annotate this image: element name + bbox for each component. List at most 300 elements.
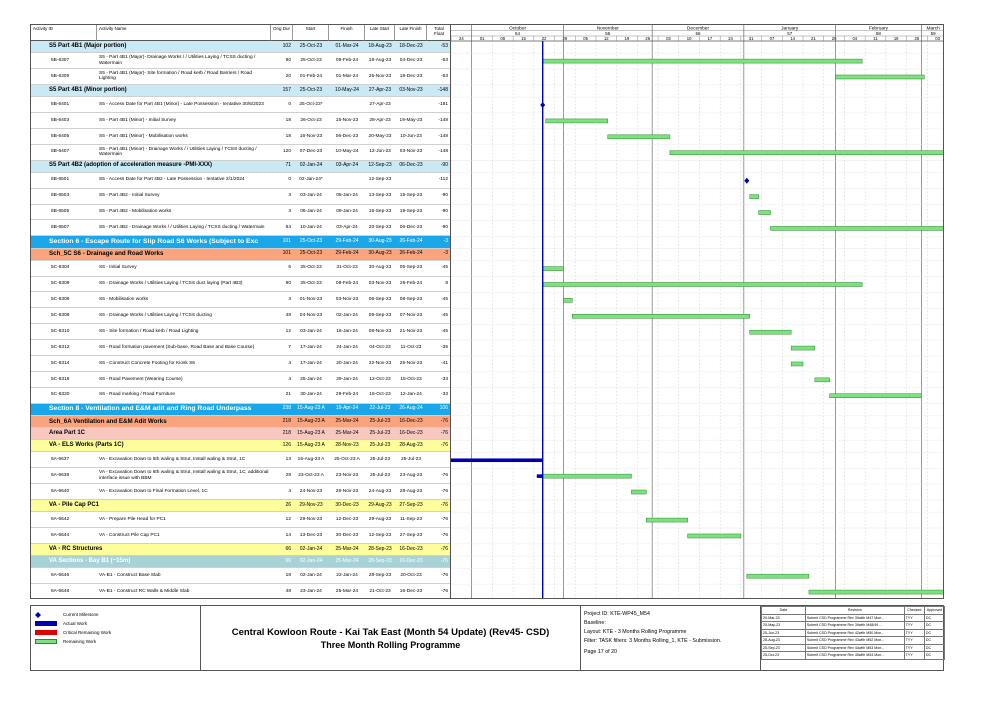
activity-row[interactable] — [31, 277, 451, 293]
activity-row[interactable] — [31, 129, 451, 145]
activity-name-cell: S5 - Part 4B2 - Drainage Works / / Utilities Laying / TCSS ducting / Watermain — [99, 225, 265, 231]
orig-dur-cell: 0 — [288, 101, 291, 107]
start-date-cell: 25-Oct-23 — [299, 86, 323, 93]
activity-name-cell: S5 - Part 4B1 (Minor) - Mobilisation works — [99, 133, 188, 139]
remaining-work-bar — [750, 330, 791, 334]
finish-date-cell: 12-Dec-23 — [335, 516, 359, 522]
late-finish-cell: 26-Feb-24 — [399, 281, 423, 287]
activity-name-cell: VA - Excavation Down to Final Formation Level, 1C — [99, 488, 208, 494]
start-date-cell: 13-Dec-23 — [299, 532, 323, 538]
activity-id-cell: 5B-6503 — [51, 193, 70, 199]
revision-cell: DC — [924, 637, 944, 645]
late-start-cell: 25-Jul-23 — [369, 429, 391, 436]
finish-date-cell: 10-May-24 — [335, 149, 359, 155]
activity-id-cell: 6A-6644 — [51, 532, 70, 538]
late-start-cell: 27-Apr-23 — [368, 86, 392, 93]
late-start-cell: 03-Nov-23 — [368, 281, 392, 287]
activity-name-cell: S5 - Access Date for Part 4B2 - Late Possession - tentative 2/1/2024 — [99, 177, 245, 183]
start-date-cell: 25-Oct-23 — [299, 42, 323, 49]
project-info — [581, 606, 761, 670]
project-baseline: Baseline: — [584, 620, 606, 626]
finish-date-cell: 10-May-24 — [335, 86, 359, 93]
finish-date-cell: 03-Apr-24 — [335, 162, 359, 169]
start-date-cell: 15-Aug-23 A — [297, 405, 325, 412]
col-header-orig-dur[interactable]: Orig Dur — [271, 25, 293, 41]
week-number-label: 59 — [930, 31, 936, 36]
orig-dur-cell: 18 — [285, 572, 291, 578]
late-start-cell: 08-Nov-23 — [368, 328, 392, 334]
late-finish-cell: 16-Dec-23 — [399, 557, 423, 564]
week-number-label: 54 — [515, 31, 521, 36]
week-day-label: 22 — [541, 36, 547, 41]
activity-id-cell: 6A-6648 — [51, 588, 70, 594]
wbs-group-row[interactable] — [31, 440, 451, 452]
week-day-label: 01 — [479, 36, 485, 41]
orig-dur-cell: 20 — [285, 73, 291, 79]
start-date-cell: 02-Jan-24 — [299, 545, 323, 552]
start-date-cell: 06-Jan-24 — [300, 209, 322, 215]
week-day-label: 10 — [686, 36, 692, 41]
total-float-cell: -148 — [438, 149, 448, 155]
month-label: December — [686, 26, 710, 32]
orig-dur-cell: 238 — [282, 405, 291, 412]
late-start-cell: 12-Jun-23 — [369, 149, 391, 155]
activity-id-cell: 5B-6507 — [51, 225, 70, 231]
remaining-work-bar — [670, 151, 944, 155]
activity-name-cell: S6 - Drainage Works / Utilities Laying / TCSS duct laying (Part 4B3) — [99, 281, 243, 287]
activity-id-cell: 5C-6306 — [51, 297, 70, 303]
total-float-cell: -76 — [440, 557, 448, 564]
start-date-cell: 01-Feb-24 — [299, 73, 323, 79]
rev-header-checked: Checked — [904, 607, 924, 615]
wbs-group-row[interactable] — [31, 544, 451, 556]
activity-row[interactable] — [31, 292, 451, 308]
late-finish-cell: 21-Nov-23 — [399, 328, 423, 334]
revision-table — [761, 606, 945, 670]
late-finish-cell: 28-Aug-23 — [399, 441, 423, 448]
total-float-cell: -35 — [441, 344, 448, 350]
total-float-cell: -45 — [441, 265, 448, 271]
start-date-cell: 25-Oct-23 — [300, 281, 322, 287]
late-finish-cell: 06-Dec-23 — [399, 162, 423, 169]
activity-row[interactable] — [31, 568, 451, 584]
late-start-cell: 30-Aug-23 — [368, 265, 392, 271]
late-start-cell: 22-Nov-23 — [368, 360, 392, 366]
finish-date-cell: 29-Feb-24 — [335, 238, 359, 245]
late-finish-cell: 05-Sep-23 — [399, 265, 423, 271]
late-start-cell: 20-Sep-23 — [368, 225, 392, 231]
total-float-cell: -90 — [441, 209, 448, 215]
activity-id-cell: 6A-6637 — [51, 456, 70, 462]
finish-date-cell: 25-Mar-24 — [335, 557, 359, 564]
rev-header-date: Date — [762, 607, 806, 615]
revision-cell: Submit CSD Programme Rev 39with M48/49 ... — [805, 622, 904, 630]
activity-row[interactable] — [31, 340, 451, 356]
revision-row — [762, 637, 945, 645]
activity-row[interactable] — [31, 528, 451, 544]
start-date-cell: 01-Nov-23 — [299, 297, 323, 303]
wbs-group-row[interactable] — [31, 428, 451, 440]
wbs-group-row[interactable] — [31, 236, 451, 248]
activity-row[interactable] — [31, 173, 451, 189]
actual-swatch-icon — [35, 621, 57, 626]
remaining-work-bar — [563, 298, 572, 302]
activity-row[interactable] — [31, 69, 451, 85]
late-finish-cell: 19-Sep-23 — [399, 209, 423, 215]
remaining-work-bar — [631, 490, 646, 494]
activity-id-cell: 6A-6642 — [51, 516, 70, 522]
week-day-label: 12 — [603, 36, 609, 41]
start-date-cell: 15-Aug-23 A — [297, 417, 325, 424]
activity-name-cell: S5 - Part 4B1 (Major)- Drainage Works / / Utilities Laying / TCSS ducting / Watermain — [99, 55, 256, 66]
start-date-cell: 23-Oct-23 A — [298, 472, 324, 478]
page-number: Page 17 of 20 — [584, 649, 617, 655]
late-start-cell: 12-Oct-23 — [369, 376, 391, 382]
activity-row[interactable] — [31, 145, 451, 161]
revision-cell: TYY — [904, 629, 924, 637]
activity-id-cell: 5B-6405 — [51, 133, 70, 139]
wbs-group-row[interactable] — [31, 249, 451, 261]
start-date-cell: 03-Jan-24 — [300, 328, 322, 334]
finish-date-cell: 16-Jan-24 — [336, 328, 358, 334]
orig-dur-cell: 157 — [282, 86, 291, 93]
orig-dur-cell: 4 — [288, 360, 291, 366]
late-start-cell: 12-Sep-23 — [368, 162, 392, 169]
late-finish-cell — [395, 97, 427, 112]
revision-cell: Submit CSD Programme Rev 43with M52 Mon... — [805, 637, 904, 645]
col-header-activity-name[interactable]: Activity Name — [97, 25, 271, 41]
total-float-cell: -181 — [438, 101, 448, 107]
finish-date-cell: 06-Dec-23 — [335, 133, 359, 139]
activity-table — [31, 25, 451, 599]
late-start-cell: 06-Sep-23 — [368, 297, 392, 303]
activity-name-cell: VA-B1 - Construct Base Slab — [99, 572, 161, 578]
wbs-group-row[interactable] — [31, 161, 451, 173]
late-finish-cell: 26-Feb-24 — [399, 238, 423, 245]
wbs-group-row[interactable] — [31, 41, 451, 53]
revision-cell: DC — [924, 644, 944, 652]
finish-date-cell: 30-Dec-23 — [335, 501, 359, 508]
gantt-chart — [451, 25, 944, 599]
late-finish-cell: 11-Oct-23 — [400, 344, 422, 350]
gantt-svg — [451, 25, 944, 599]
start-date-cell: 26-Oct-23 — [300, 117, 322, 123]
activity-name-cell: S5 - Access Date for Part 4B1 (Minor) - Late Possession - tentative 30/6/2023 — [99, 101, 264, 107]
start-date-cell: 25-Oct-23* — [299, 101, 323, 107]
start-date-cell: 03-Jan-24 — [300, 193, 322, 199]
legend-item-critical — [35, 628, 196, 637]
start-date-cell: 25-Oct-23 — [300, 57, 322, 63]
total-float-cell: -76 — [441, 588, 448, 594]
finish-date-cell: 15-Nov-23 — [335, 117, 359, 123]
revision-cell: Submit CSD Programme Rev 42with M50 Mon... — [805, 629, 904, 637]
activity-name-cell: Area Part 1C — [49, 429, 86, 436]
week-day-label: 24 — [459, 36, 464, 41]
total-float-cell: 8 — [445, 281, 448, 287]
week-day-label: 26 — [645, 36, 651, 41]
project-filter: Filter: TASK filters: 3 Months Rolling_1, KTE - Submission. — [584, 638, 722, 644]
late-start-cell: 18-Aug-23 — [368, 57, 392, 63]
start-date-cell: 25-Oct-23 — [300, 265, 322, 271]
legend-item-milestone — [35, 610, 196, 619]
activity-id-cell: 5B-6309 — [51, 73, 70, 79]
remaining-work-bar — [546, 119, 608, 123]
revision-cell: 20-Mar-23 — [762, 614, 806, 622]
activity-row[interactable] — [31, 97, 451, 113]
late-start-cell: 28-Apr-23 — [369, 117, 391, 123]
activity-row[interactable] — [31, 484, 451, 500]
activity-id-cell: 5C-6310 — [51, 328, 70, 334]
week-day-label: 11 — [873, 36, 878, 41]
week-day-label: 15 — [521, 36, 526, 41]
col-header-late-finish[interactable]: Late Finish — [395, 25, 427, 41]
late-finish-cell: 26-Feb-24 — [399, 250, 423, 257]
activity-name-cell: VA - Excavation Down to 5th waling & Strut, Install waling & Strut, 1C — [99, 456, 246, 462]
late-start-cell: 24-Aug-23 — [368, 488, 392, 494]
activity-name-cell: S6 - Mobilisation works — [99, 297, 149, 303]
total-float-cell: 106 — [439, 405, 448, 412]
orig-dur-cell: 64 — [285, 225, 291, 231]
start-date-cell: 17-Jan-24 — [300, 344, 322, 350]
start-date-cell: 29-Nov-23 — [299, 516, 323, 522]
start-date-cell: 15-Aug-23 A — [297, 441, 325, 448]
month-label: March — [926, 26, 940, 32]
remaining-swatch-icon — [35, 639, 57, 644]
total-float-cell: -90 — [441, 225, 448, 231]
finish-date-cell: 09-Feb-24 — [335, 57, 359, 63]
week-day-label: 04 — [852, 36, 858, 41]
remaining-work-bar — [543, 267, 564, 271]
late-start-cell: 25-Jul-23 — [369, 417, 391, 424]
start-date-cell: 04-Nov-23 — [299, 313, 323, 319]
late-start-cell: 12-Sep-23 — [368, 177, 392, 183]
activity-row[interactable] — [31, 53, 451, 69]
late-start-cell: 27-Apr-23 — [369, 101, 391, 107]
orig-dur-cell: 18 — [285, 117, 291, 123]
late-start-cell: 25-Jul-23 — [369, 441, 391, 448]
total-float-cell: -3 — [443, 238, 448, 245]
wbs-group-row[interactable] — [31, 416, 451, 428]
late-start-cell: 16-Sep-23 — [368, 209, 392, 215]
activity-row[interactable] — [31, 261, 451, 277]
late-finish-cell: 27-Sep-23 — [399, 532, 423, 538]
orig-dur-cell: 28 — [285, 472, 291, 478]
activity-row[interactable] — [31, 452, 451, 468]
revision-cell: DC — [924, 622, 944, 630]
total-float-cell: -148 — [437, 86, 448, 93]
late-start-cell: 04-Oct-23 — [369, 344, 391, 350]
finish-date-cell: 25-Oct-23 A — [334, 456, 360, 462]
legend-label: Actual Work — [63, 621, 88, 626]
start-date-cell: 02-Jan-24* — [299, 177, 323, 183]
activity-row[interactable] — [31, 205, 451, 221]
revision-row — [762, 652, 945, 660]
activity-name-cell: VA - Pile Cap PC1 — [49, 501, 100, 508]
col-header-finish[interactable]: Finish — [329, 25, 365, 41]
late-start-cell: 28-Sep-23 — [368, 545, 392, 552]
week-day-label: 21 — [811, 36, 816, 41]
late-start-cell: 29-Aug-23 — [368, 516, 392, 522]
late-finish-cell: 12-Jan-24 — [400, 392, 422, 398]
total-float-cell: -90 — [440, 162, 448, 169]
orig-dur-cell: 3 — [288, 209, 291, 215]
week-day-label: 14 — [790, 36, 795, 41]
start-date-cell: 30-Jan-24 — [300, 392, 322, 398]
week-day-label: 17 — [707, 36, 713, 41]
finish-date-cell: 19-Apr-24 — [335, 405, 359, 412]
start-date-cell: 23-Jan-24 — [300, 588, 322, 594]
col-header-total-float[interactable]: Total Float — [427, 25, 451, 41]
total-float-cell: -76 — [440, 501, 448, 508]
footer-panel — [30, 605, 944, 671]
start-date-cell: 24-Nov-23 — [299, 488, 323, 494]
finish-date-cell: 28-Nov-23 — [335, 441, 359, 448]
orig-dur-cell: 126 — [282, 441, 291, 448]
remaining-work-bar — [815, 378, 830, 382]
activity-name-cell: VA - Excavation Down to 6th waling & Strut, Install waling & Strut, 1C; additional interface issue with BBM — [99, 470, 269, 481]
col-header-late-start[interactable]: Late Start — [365, 25, 395, 41]
activity-row[interactable] — [31, 372, 451, 388]
finish-date-cell: 02-Jan-24 — [336, 313, 358, 319]
legend — [31, 606, 201, 670]
orig-dur-cell: 101 — [282, 250, 291, 257]
revision-cell: TYY — [904, 637, 924, 645]
activity-row[interactable] — [31, 512, 451, 528]
wbs-group-row[interactable] — [31, 500, 451, 512]
activity-id-cell: 5B-6403 — [51, 117, 70, 123]
activity-row[interactable] — [31, 220, 451, 236]
activity-row[interactable] — [31, 356, 451, 372]
week-day-label: 29 — [562, 36, 568, 41]
total-float-cell: -45 — [441, 297, 448, 303]
late-finish-cell — [395, 173, 427, 188]
late-finish-cell: 15-Oct-23 — [400, 376, 422, 382]
activity-id-cell: 5C-6309 — [51, 281, 70, 287]
total-float-cell: -53 — [441, 57, 448, 63]
orig-dur-cell: 66 — [285, 545, 291, 552]
activity-row[interactable] — [31, 388, 451, 404]
actual-work-bar — [537, 474, 543, 478]
week-day-label: 03 — [935, 36, 940, 41]
orig-dur-cell: 21 — [285, 392, 291, 398]
total-float-cell: -33 — [441, 376, 448, 382]
late-start-cell: 13-Sep-23 — [368, 193, 392, 199]
wbs-group-row[interactable] — [31, 404, 451, 416]
activity-row[interactable] — [31, 468, 451, 484]
wbs-group-row[interactable] — [31, 85, 451, 97]
finish-date-cell: 03-Apr-24 — [336, 225, 358, 231]
wbs-group-row[interactable] — [31, 556, 451, 568]
col-header-start[interactable]: Start — [293, 25, 329, 41]
finish-date-cell: 01-Mar-24 — [335, 73, 359, 79]
finish-date-cell — [329, 173, 365, 188]
orig-dur-cell: 3 — [288, 193, 291, 199]
orig-dur-cell: 6 — [288, 265, 291, 271]
late-finish-cell: 06-Dec-23 — [399, 225, 423, 231]
total-float-cell: -76 — [441, 488, 448, 494]
week-day-label: 18 — [893, 36, 899, 41]
total-float-cell: -76 — [441, 532, 448, 538]
activity-id-cell: 6A-6640 — [51, 488, 70, 494]
revision-cell: TYY — [904, 644, 924, 652]
late-start-cell: 25-Nov-23 — [368, 73, 392, 79]
late-finish-cell: 10-Jun-23 — [400, 133, 422, 139]
activity-row[interactable] — [31, 189, 451, 205]
activity-row[interactable] — [31, 324, 451, 340]
late-finish-cell: 11-Sep-23 — [399, 516, 423, 522]
activity-name-cell: S6 - Road marking / Road Furniture — [99, 392, 175, 398]
col-header-activity-id[interactable]: Activity ID — [31, 25, 97, 41]
total-float-cell: -148 — [438, 133, 448, 139]
week-day-label: 25 — [914, 36, 920, 41]
finish-date-cell — [329, 97, 365, 112]
activity-id-cell: 5C-6318 — [51, 376, 70, 382]
late-finish-cell: 19-May-23 — [399, 117, 423, 123]
activity-name-cell: Section 6 - Escape Route for Slip Road S6 Works (Subject to Exc — [49, 238, 259, 246]
activity-id-cell: 5B-6407 — [51, 149, 70, 155]
total-float-cell: -148 — [438, 117, 448, 123]
orig-dur-cell: 101 — [282, 238, 291, 245]
orig-dur-cell: 14 — [285, 532, 291, 538]
schedule-sheet — [30, 24, 944, 599]
activity-row[interactable] — [31, 584, 451, 599]
activity-row[interactable] — [31, 308, 451, 324]
late-start-cell: 29-Aug-23 — [368, 501, 392, 508]
late-finish-cell: 03-Nov-23 — [399, 149, 423, 155]
week-day-label: 08 — [500, 36, 506, 41]
month-label: November — [596, 26, 619, 32]
total-float-cell: -76 — [441, 516, 448, 522]
finish-date-cell: 22-Jan-24 — [336, 572, 358, 578]
activity-name-cell: S6 - Drainage Works / Utilities Laying / TCSS ducting — [99, 313, 212, 319]
start-date-cell: 02-Jan-24 — [299, 557, 323, 564]
late-start-cell: 20-May-23 — [368, 133, 392, 139]
revision-row — [762, 622, 945, 630]
revision-cell: Submit CSD Programme Rev 45with M54 Mon... — [805, 652, 904, 660]
week-day-label: 05 — [583, 36, 588, 41]
activity-id-cell: 5B-6505 — [51, 209, 70, 215]
revision-cell: 25-Oct-23 — [762, 652, 806, 660]
week-number-label: 58 — [875, 31, 881, 36]
orig-dur-cell: 71 — [285, 162, 291, 169]
week-day-label: 07 — [769, 36, 775, 41]
activity-name-cell: S6 - Road Pavement (Wearing Course) — [99, 376, 183, 382]
remaining-work-bar — [688, 534, 741, 538]
finish-date-cell: 09-Jan-24 — [336, 209, 358, 215]
activity-name-cell: Section 8 - Ventilation and E&M adit and Ring Road Underpass — [49, 405, 252, 413]
remaining-work-bar — [543, 283, 862, 287]
activity-row[interactable] — [31, 113, 451, 129]
orig-dur-cell: 66 — [285, 557, 291, 564]
activity-id-cell: 5B-6307 — [51, 57, 70, 63]
remaining-work-bar — [759, 211, 771, 215]
report-title: Central Kowloon Route - Kai Tak East (Month 54 Update) (Rev45- CSD) — [231, 626, 550, 638]
total-float-cell: -76 — [441, 472, 448, 478]
remaining-work-bar — [836, 75, 925, 79]
total-float-cell: -53 — [440, 42, 448, 49]
activity-name-cell: S6 - Site formation / Road kerb / Road Lighting — [99, 328, 199, 334]
week-day-label: 28 — [831, 36, 837, 41]
activity-name-cell: S5 Part 4B2 (adoption of acceleration measure -PMI-XXX) — [49, 162, 213, 169]
start-date-cell: 16-Nov-23 — [299, 133, 323, 139]
project-id: Project ID: KTE-WP45_M54 — [584, 611, 650, 617]
remaining-work-bar — [770, 226, 944, 230]
finish-date-cell: 30-Dec-23 — [335, 532, 359, 538]
total-float-cell: -33 — [441, 392, 448, 398]
week-day-label: 19 — [624, 36, 630, 41]
activity-name-cell: S6 - Initial Survey — [99, 265, 137, 271]
milestone-swatch-icon — [35, 612, 57, 617]
